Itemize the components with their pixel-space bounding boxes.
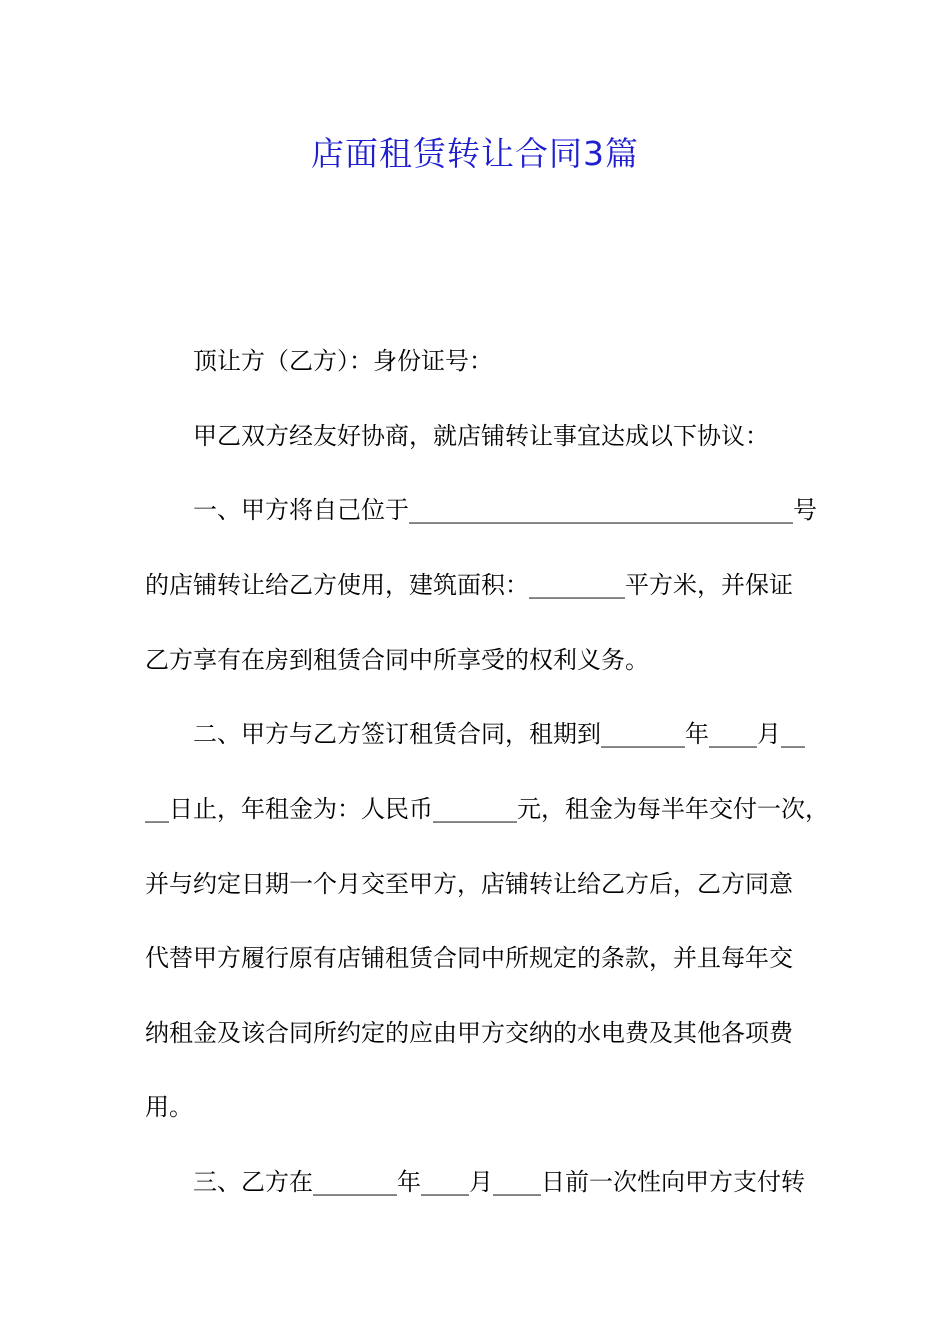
clause-2-line-2: __日止，年租金为：人民币_______元，租金为每半年交付一次， bbox=[145, 795, 829, 823]
clause-2-line-1: 二、甲方与乙方签订租赁合同，租期到_______年____月__ bbox=[193, 720, 805, 748]
clause-2-line-4: 代替甲方履行原有店铺租赁合同中所规定的条款，并且每年交 bbox=[145, 944, 793, 972]
agreement-intro: 甲乙双方经友好协商，就店铺转让事宜达成以下协议： bbox=[193, 422, 769, 450]
document-title: 店面租赁转让合同3篇 bbox=[311, 134, 639, 173]
clause-3-line-1: 三、乙方在_______年____月____日前一次性向甲方支付转 bbox=[193, 1168, 805, 1196]
party-b-line: 顶让方（乙方）：身份证号： bbox=[193, 347, 493, 375]
clause-2-line-5: 纳租金及该合同所约定的应由甲方交纳的水电费及其他各项费 bbox=[145, 1019, 793, 1047]
clause-1-line-3: 乙方享有在房到租赁合同中所享受的权利义务。 bbox=[145, 646, 649, 674]
clause-2-line-3: 并与约定日期一个月交至甲方，店铺转让给乙方后，乙方同意 bbox=[145, 870, 793, 898]
clause-2-line-6: 用。 bbox=[145, 1093, 193, 1121]
clause-1-line-1: 一、甲方将自己位于________________________________号 bbox=[193, 496, 817, 524]
clause-1-line-2: 的店铺转让给乙方使用，建筑面积：________平方米，并保证 bbox=[145, 571, 793, 599]
